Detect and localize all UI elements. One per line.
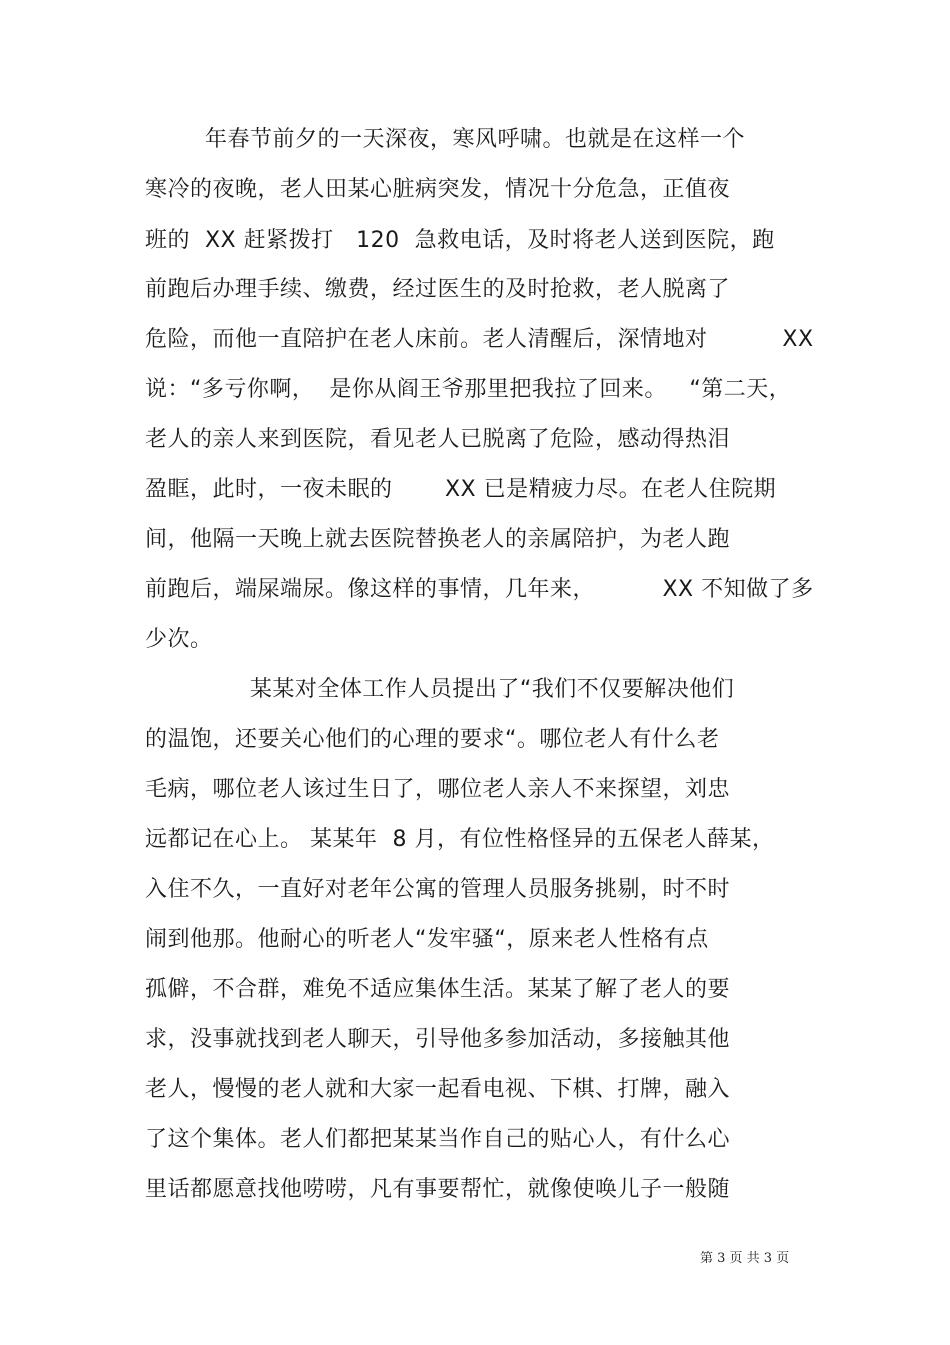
text-line: 班的 XX 赶紧拨打 120 急救电话，及时将老人送到医院，跑 xyxy=(145,228,775,253)
page-number: 第 3 页 共 3 页 xyxy=(700,1251,790,1266)
text-line: 里话都愿意找他唠唠，凡有事要帮忙，就像使唤儿子一般随 xyxy=(145,1177,731,1202)
text-line: 了这个集体。老人们都把某某当作自己的贴心人，有什么心 xyxy=(145,1127,731,1152)
text-line: 间，他隔一天晚上就去医院替换老人的亲属陪护，为老人跑 xyxy=(145,527,731,552)
text-line: 寒冷的夜晚，老人田某心脏病突发，情况十分危急，正值夜 xyxy=(145,177,731,202)
text-line: 的温饱，还要关心他们的心理的要求“。哪位老人有什么老 xyxy=(145,727,720,752)
text-line: 说：“多亏你啊， 是你从阎王爷那里把我拉了回来。 “第二天， xyxy=(145,377,792,402)
text-line: 毛病，哪位老人该过生日了，哪位老人亲人不来探望，刘忠 xyxy=(145,777,731,802)
text-line: 远都记在心上。 某某年 8 月，有位性格怪异的五保老人薛某， xyxy=(145,827,775,852)
text-line: 老人，慢慢的老人就和大家一起看电视、下棋、打牌，融入 xyxy=(145,1077,731,1102)
text-line: 盈眶，此时，一夜未眠的 XX 已是精疲力尽。在老人住院期 xyxy=(145,477,777,502)
text-line: 求，没事就找到老人聊天，引导他多参加活动，多接触其他 xyxy=(145,1027,731,1052)
text-line: 少次。 xyxy=(145,627,213,652)
text-line: 年春节前夕的一天深夜，寒风呼啸。也就是在这样一个 xyxy=(145,127,745,152)
text-line: 孤僻，不合群，难免不适应集体生活。某某了解了老人的要 xyxy=(145,977,731,1002)
text-line: 前跑后，端屎端尿。像这样的事情，几年来， XX 不知做了多 xyxy=(145,577,814,602)
text-line: 入住不久，一直好对老年公寓的管理人员服务挑剔，时不时 xyxy=(145,877,731,902)
text-line: 前跑后办理手续、缴费，经过医生的及时抢救，老人脱离了 xyxy=(145,277,731,302)
text-line: 某某对全体工作人员提出了“我们不仅要解决他们 xyxy=(145,677,735,702)
text-line: 闹到他那。他耐心的听老人“发牢骚“，原来老人性格有点 xyxy=(145,927,709,952)
text-line: 危险，而他一直陪护在老人床前。老人清醒后，深情地对 XX xyxy=(145,327,814,352)
text-line: 老人的亲人来到医院，看见老人已脱离了危险，感动得热泪 xyxy=(145,427,731,452)
